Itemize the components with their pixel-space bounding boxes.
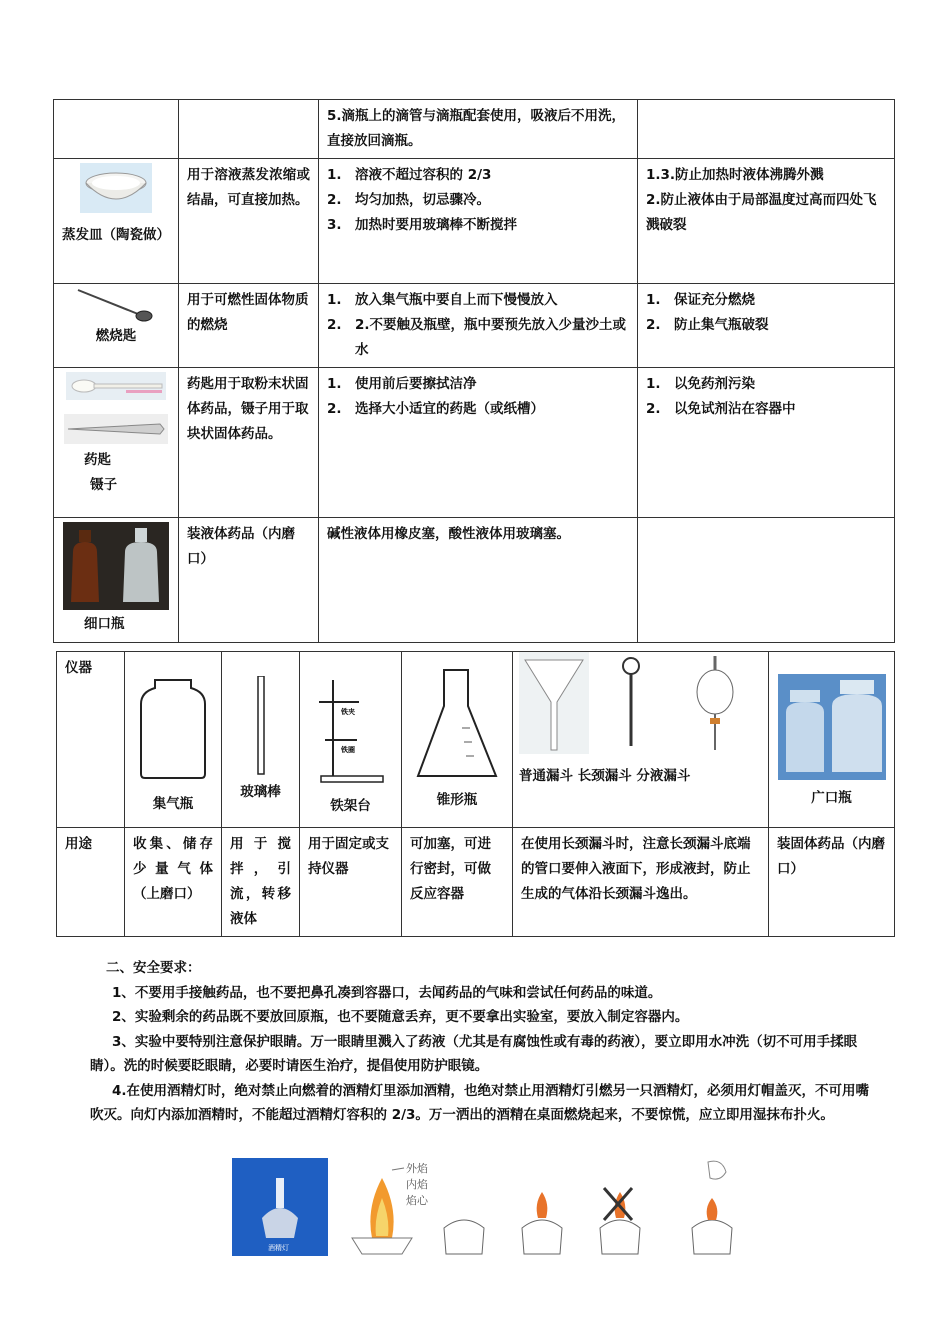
funnels-label: 普通漏斗 长颈漏斗 分液漏斗 (519, 768, 691, 784)
lamp-photo-caption: 酒精灯 (268, 1244, 289, 1252)
table-row: 蒸发皿（陶瓷做） 用于溶液蒸发浓缩或结晶，可直接加热。 1. 溶液不超过容积的 2/3 2. 均匀加热，切忌骤冷。 3. 加热时要用玻璃棒不断搅拌 1.3.防止加热时液体沸腾外溅 2.防止液体由于局部温度过高而四处飞溅破裂 (54, 159, 895, 284)
medicine-spoon-label: 药匙 (84, 452, 111, 468)
narrow-mouth-bottle-label: 细口瓶 (84, 616, 125, 632)
safety-section: 二、安全要求： 1、不要用手接触药品，也不要把鼻孔凑到容器口，去闻药品的气味和尝试任何药品的味道。 2、实验剩余的药品既不要放回原瓶，也不要随意丢弃，更不要拿出实验室，要放入制定容器内。 3、实验中要特别注意保护眼睛。万一眼睛里溅入了药液（尤其是有腐蚀性或有毒的药液），要立即用水冲洗（切不可用手揉眼睛）。洗的时候要眨眼睛，必要时请医生治疗，提倡使用防护眼镜。 4.在使用酒精灯时，绝对禁止向燃着的酒精灯里添加酒精，也绝对禁止用酒精灯引燃另一只酒精灯，必须用灯帽盖灭，不可用嘴吹灭。向灯内添加酒精时，不能超过酒精灯容积的 2/3。万一洒出的酒精在桌面燃烧起来，不要惊慌，应立即用湿抹布扑火。 (90, 956, 880, 1128)
table-row: 药匙 镊子 药匙用于取粉末状固体药品，镊子用于取块状固体药品。 1. 使用前后要擦拭洁净 2. 选择大小适宜的药匙（或纸槽） 1. 以免药剂污染 2. 以免试剂沾在容器中 (54, 368, 895, 518)
tweezers-image (64, 414, 168, 444)
funnels-image (517, 652, 763, 754)
wide-mouth-bottle-image (778, 674, 886, 780)
gas-bottle-image (133, 674, 213, 784)
iron-stand-image (311, 680, 391, 790)
instrument-header: 仪器 (57, 652, 125, 828)
svg-text:焰心: 焰心 (406, 1194, 428, 1207)
table-row: 细口瓶 装液体药品（内磨口） 碱性液体用橡皮塞，酸性液体用玻璃塞。 (54, 518, 895, 643)
instrument-table-1 (53, 99, 895, 643)
table-row: 用途 收集、储存少量气体（上磨口） 用于搅拌，引流，转移液体 用于固定或支持仪器 可加塞，可进行密封，可做反应容器 在使用长颈漏斗时，注意长颈漏斗底端的管口要伸入液面下，形成液封，防止生成的气体沿长颈漏斗逸出。 装固体药品（内磨口） (57, 828, 895, 937)
use-header: 用途 (57, 828, 125, 937)
combustion-spoon-label: 燃烧匙 (95, 328, 137, 344)
table-row (57, 652, 895, 828)
narrow-mouth-bottle-image (63, 522, 169, 610)
svg-text:铁夹: 铁夹 (340, 708, 355, 716)
iron-stand-label: 铁架台 (330, 798, 371, 814)
wide-mouth-bottle-label: 广口瓶 (811, 790, 852, 806)
table-row (54, 100, 895, 159)
svg-text:内焰: 内焰 (406, 1178, 428, 1191)
dropper-note: 5.滴瓶上的滴管与滴瓶配套使用，吸液后不用洗，直接放回滴瓶。 (319, 100, 638, 159)
svg-text:铁圈: 铁圈 (340, 746, 355, 754)
gas-bottle-label: 集气瓶 (152, 796, 194, 812)
alcohol-lamp-illustrations (232, 1158, 752, 1258)
medicine-spoon-image (66, 372, 166, 400)
conical-flask-image (412, 666, 502, 786)
glass-rod-image (251, 676, 271, 776)
svg-text:外焰: 外焰 (406, 1162, 428, 1175)
evaporating-dish-image (80, 163, 152, 213)
combustion-spoon-image (76, 288, 156, 324)
evaporating-dish-label: 蒸发皿（陶瓷做） (62, 227, 170, 243)
conical-flask-label: 锥形瓶 (436, 792, 478, 808)
glass-rod-label: 玻璃棒 (240, 784, 281, 800)
tweezers-label: 镊子 (90, 477, 117, 493)
flame-diagram (352, 1161, 429, 1254)
table-row: 燃烧匙 用于可燃性固体物质的燃烧 1. 放入集气瓶中要自上而下慢慢放入 2. 2.不要触及瓶壁，瓶中要预先放入少量沙土或水 1. 保证充分燃烧 2. 防止集气瓶破裂 (54, 284, 895, 368)
instrument-table-2 (56, 651, 895, 937)
safety-title: 二、安全要求： (106, 960, 201, 976)
